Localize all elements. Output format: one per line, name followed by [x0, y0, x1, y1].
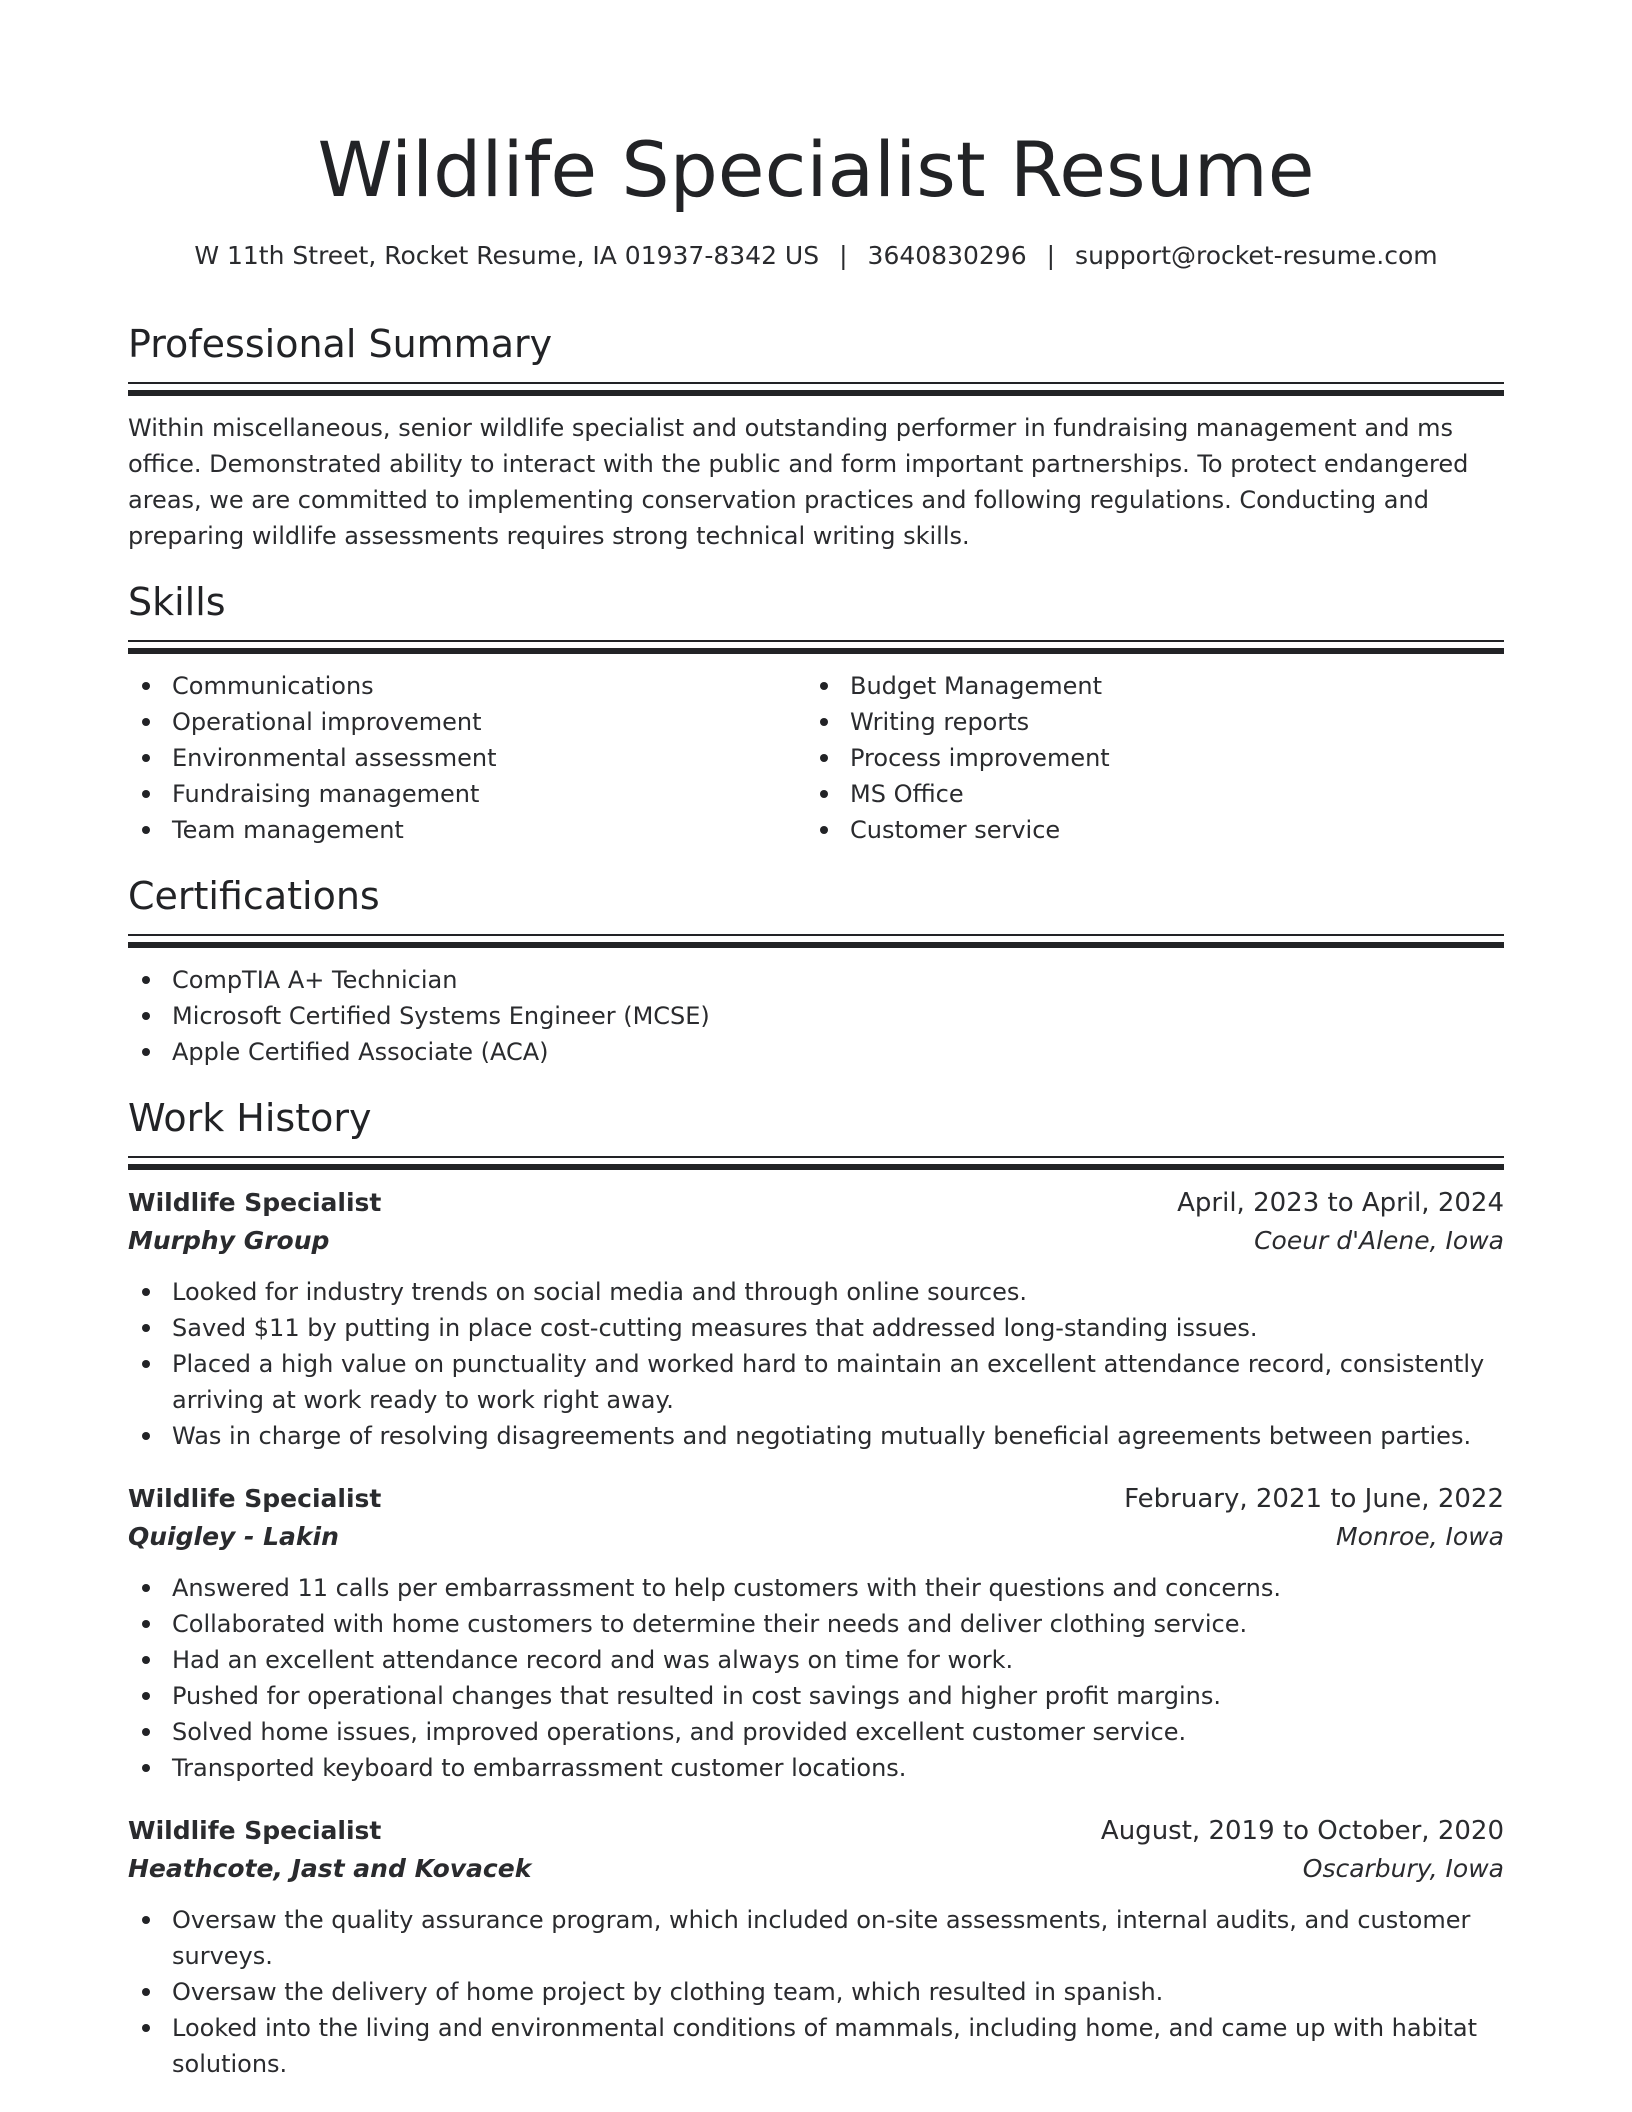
job-bullet: Answered 11 calls per embarrassment to help customers with their questions and concerns.: [128, 1570, 1504, 1606]
certification-item: Apple Certified Associate (ACA): [128, 1034, 1504, 1070]
contact-separator: |: [1046, 241, 1056, 270]
job-company-row: [128, 1850, 1504, 1888]
skill-item: Operational improvement: [128, 704, 806, 740]
job-title: Wildlife Specialist: [128, 1188, 382, 1217]
job-bullet: Collaborated with home customers to determine their needs and deliver clothing service.: [128, 1606, 1504, 1642]
skill-item: MS Office: [806, 776, 1484, 812]
skill-item: Fundraising management: [128, 776, 806, 812]
job-location: Oscarbury, Iowa: [1302, 1854, 1504, 1883]
work-history-section: [128, 1094, 1504, 2082]
job-dates: August, 2019 to October, 2020: [1100, 1816, 1504, 1846]
job-bullets: [128, 1274, 1504, 1454]
section-divider: [128, 640, 1504, 654]
skill-item: Team management: [128, 812, 806, 848]
skill-item: Customer service: [806, 812, 1484, 848]
job-location: Coeur d'Alene, Iowa: [1254, 1226, 1504, 1255]
job-bullet: Had an excellent attendance record and was always on time for work.: [128, 1642, 1504, 1678]
section-heading-work-history: Work History: [128, 1096, 372, 1140]
certifications-section: [128, 872, 1504, 1070]
section-divider: [128, 934, 1504, 948]
job-company: Heathcote, Jast and Kovacek: [128, 1854, 532, 1883]
job-bullet: Placed a high value on punctuality and worked hard to maintain an excellent attendance record, consistently arriving at work ready to work right away.: [128, 1346, 1504, 1418]
skill-item: Communications: [128, 668, 806, 704]
contact-address: W 11th Street, Rocket Resume, IA 01937-8342 US: [194, 241, 820, 270]
job-entry: [128, 1184, 1504, 1454]
resume-title: Wildlife Specialist Resume: [317, 125, 1315, 214]
section-heading-certifications: Certifications: [128, 874, 380, 918]
contact-email: support@rocket-resume.com: [1075, 241, 1438, 270]
job-bullet: Solved home issues, improved operations, and provided excellent customer service.: [128, 1714, 1504, 1750]
job-header-row: [128, 1812, 1504, 1850]
job-bullets: [128, 1902, 1504, 2082]
section-heading-skills: Skills: [128, 580, 226, 624]
certification-item: Microsoft Certified Systems Engineer (MCSE): [128, 998, 1504, 1034]
job-dates: February, 2021 to June, 2022: [1124, 1484, 1504, 1514]
job-bullet: Transported keyboard to embarrassment customer locations.: [128, 1750, 1504, 1786]
certification-item: CompTIA A+ Technician: [128, 962, 1504, 998]
contact-line: [128, 238, 1504, 274]
resume-page: [128, 0, 1504, 2082]
skills-list-right: [806, 668, 1484, 848]
section-divider: [128, 382, 1504, 396]
skills-grid: [128, 668, 1504, 848]
job-company-row: [128, 1518, 1504, 1556]
job-company: Quigley - Lakin: [128, 1522, 339, 1551]
skill-item: Process improvement: [806, 740, 1484, 776]
certifications-list: [128, 962, 1504, 1070]
job-header-row: [128, 1184, 1504, 1222]
job-bullet: Was in charge of resolving disagreements and negotiating mutually beneficial agreements between parties.: [128, 1418, 1504, 1454]
job-entry: [128, 1812, 1504, 2082]
jobs-container: [128, 1184, 1504, 2082]
job-title: Wildlife Specialist: [128, 1816, 382, 1845]
summary-text: Within miscellaneous, senior wildlife specialist and outstanding performer in fundraising management and ms office. Demonstrated ability to interact with the public and form important partnerships. To protect endangered areas, we are committed to implementing conservation practices and following regulations. Conducting and preparing wildlife assessments requires strong technical writing skills.: [128, 414, 1469, 550]
job-dates: April, 2023 to April, 2024: [1177, 1188, 1504, 1218]
summary-section: [128, 320, 1504, 554]
job-location: Monroe, Iowa: [1336, 1522, 1504, 1551]
job-company-row: [128, 1222, 1504, 1260]
skill-item: Environmental assessment: [128, 740, 806, 776]
job-company: Murphy Group: [128, 1226, 330, 1255]
job-bullet: Pushed for operational changes that resulted in cost savings and higher profit margins.: [128, 1678, 1504, 1714]
skill-item: Budget Management: [806, 668, 1484, 704]
job-header-row: [128, 1480, 1504, 1518]
job-title: Wildlife Specialist: [128, 1484, 382, 1513]
job-bullet: Looked into the living and environmental conditions of mammals, including home, and came up with habitat solutions.: [128, 2010, 1504, 2082]
section-divider: [128, 1156, 1504, 1170]
skill-item: Writing reports: [806, 704, 1484, 740]
skills-list-left: [128, 668, 806, 848]
section-heading-summary: Professional Summary: [128, 322, 553, 366]
contact-phone: 3640830296: [867, 241, 1027, 270]
job-bullet: Saved $11 by putting in place cost-cutting measures that addressed long-standing issues.: [128, 1310, 1504, 1346]
job-bullets: [128, 1570, 1504, 1786]
job-bullet: Looked for industry trends on social media and through online sources.: [128, 1274, 1504, 1310]
job-bullet: Oversaw the quality assurance program, which included on-site assessments, internal audits, and customer surveys.: [128, 1902, 1504, 1974]
skills-section: [128, 578, 1504, 848]
contact-separator: |: [839, 241, 848, 270]
job-bullet: Oversaw the delivery of home project by clothing team, which resulted in spanish.: [128, 1974, 1504, 2010]
job-entry: [128, 1480, 1504, 1786]
